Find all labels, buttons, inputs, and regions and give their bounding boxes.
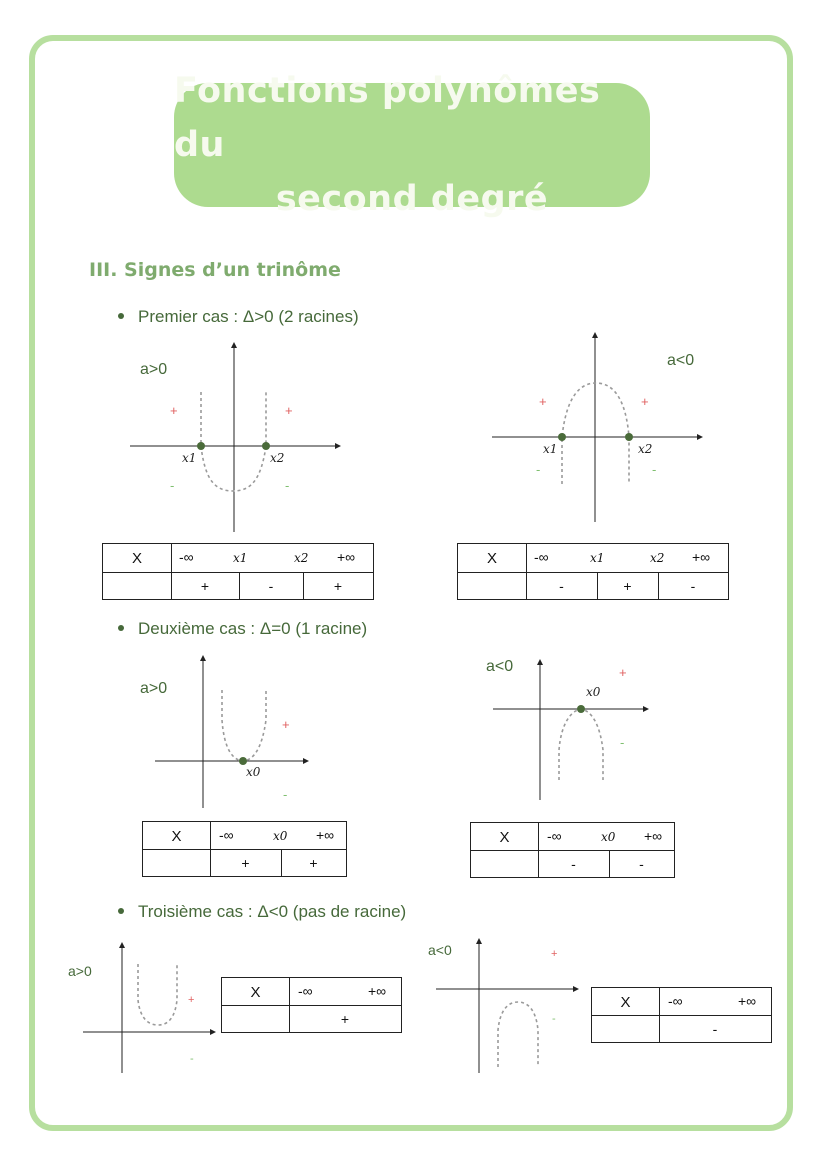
case-1-heading (118, 307, 359, 327)
sign-table (457, 543, 729, 600)
a-label: a<0 (667, 352, 695, 369)
plus-sign: + (641, 394, 649, 409)
table-header: -∞ (219, 827, 234, 843)
table-sign: - (571, 856, 576, 872)
bullet-icon (118, 625, 124, 631)
table-header: x1 (233, 551, 248, 565)
plus-sign: + (282, 717, 290, 732)
table-sign: - (268, 578, 274, 594)
plus-sign: + (170, 403, 178, 418)
case-3-label: Troisième cas : Δ<0 (pas de racine) (138, 902, 407, 921)
minus-sign: - (552, 1013, 556, 1025)
table-header: x1 (590, 551, 605, 565)
table-sign: + (333, 578, 343, 594)
a-label: a>0 (140, 361, 168, 378)
sign-table (102, 543, 374, 600)
table-sign: + (309, 855, 318, 871)
bullet-icon (118, 313, 124, 319)
table-header: +∞ (644, 828, 663, 844)
a-label: a>0 (140, 680, 168, 697)
sign-table (221, 977, 402, 1033)
minus-sign: - (170, 478, 175, 493)
section-title: III. Signes d’un trinôme (89, 259, 341, 281)
root-label: x2 (270, 451, 285, 465)
table-header: x2 (294, 551, 309, 565)
table-header: +∞ (337, 549, 356, 565)
minus-sign: - (285, 478, 290, 493)
table-header: -∞ (534, 549, 549, 565)
table-sign: - (690, 578, 696, 594)
table-sign: + (241, 855, 250, 871)
minus-sign: - (283, 787, 288, 802)
minus-sign: - (652, 462, 657, 477)
sign-table (142, 821, 347, 877)
case-2-heading (118, 619, 367, 639)
table-sign: + (200, 578, 210, 594)
table-x-label: X (171, 828, 182, 845)
table-x-label: X (250, 984, 261, 1001)
title-line-2: second degré (275, 179, 549, 219)
table-x-label: X (131, 550, 142, 567)
table-header: +∞ (316, 827, 335, 843)
table-header: x0 (273, 829, 288, 843)
table-header: x2 (650, 551, 665, 565)
table-x-label: X (486, 550, 497, 567)
table-header: -∞ (298, 983, 313, 999)
table-sign: + (623, 578, 632, 594)
table-sign: - (639, 856, 644, 872)
table-x-label: X (620, 994, 631, 1011)
root-label: x2 (638, 442, 653, 456)
root-label: x0 (246, 765, 261, 779)
table-sign: - (559, 578, 564, 594)
plus-sign: + (539, 394, 547, 409)
plus-sign: + (551, 948, 558, 960)
table-header: +∞ (738, 993, 757, 1009)
plus-sign: + (188, 994, 195, 1006)
table-header: x0 (601, 830, 616, 844)
plus-sign: + (285, 403, 293, 418)
title-line-1: Fonctions polynômes du (174, 71, 601, 165)
table-header: -∞ (547, 828, 562, 844)
minus-sign: - (536, 462, 541, 477)
title-banner (174, 71, 650, 219)
a-label: a<0 (486, 658, 514, 675)
table-header: -∞ (179, 549, 194, 565)
root-label: x1 (182, 451, 197, 465)
a-label: a<0 (428, 942, 452, 958)
case-1-label: Premier cas : Δ>0 (2 racines) (138, 307, 359, 326)
table-x-label: X (499, 829, 510, 846)
case-2-label: Deuxième cas : Δ=0 (1 racine) (138, 619, 368, 638)
table-header: -∞ (668, 993, 683, 1009)
plus-sign: + (619, 665, 627, 680)
minus-sign: - (620, 735, 625, 750)
sign-table (591, 987, 772, 1043)
table-sign: - (712, 1021, 718, 1037)
table-sign: + (340, 1011, 350, 1027)
a-label: a>0 (68, 963, 92, 979)
minus-sign: - (190, 1053, 194, 1065)
table-header: +∞ (692, 549, 711, 565)
sign-table (470, 822, 675, 878)
root-label: x0 (586, 685, 601, 699)
bullet-icon (118, 908, 124, 914)
case-3-heading (118, 902, 406, 922)
root-label: x1 (543, 442, 558, 456)
table-header: +∞ (368, 983, 387, 999)
